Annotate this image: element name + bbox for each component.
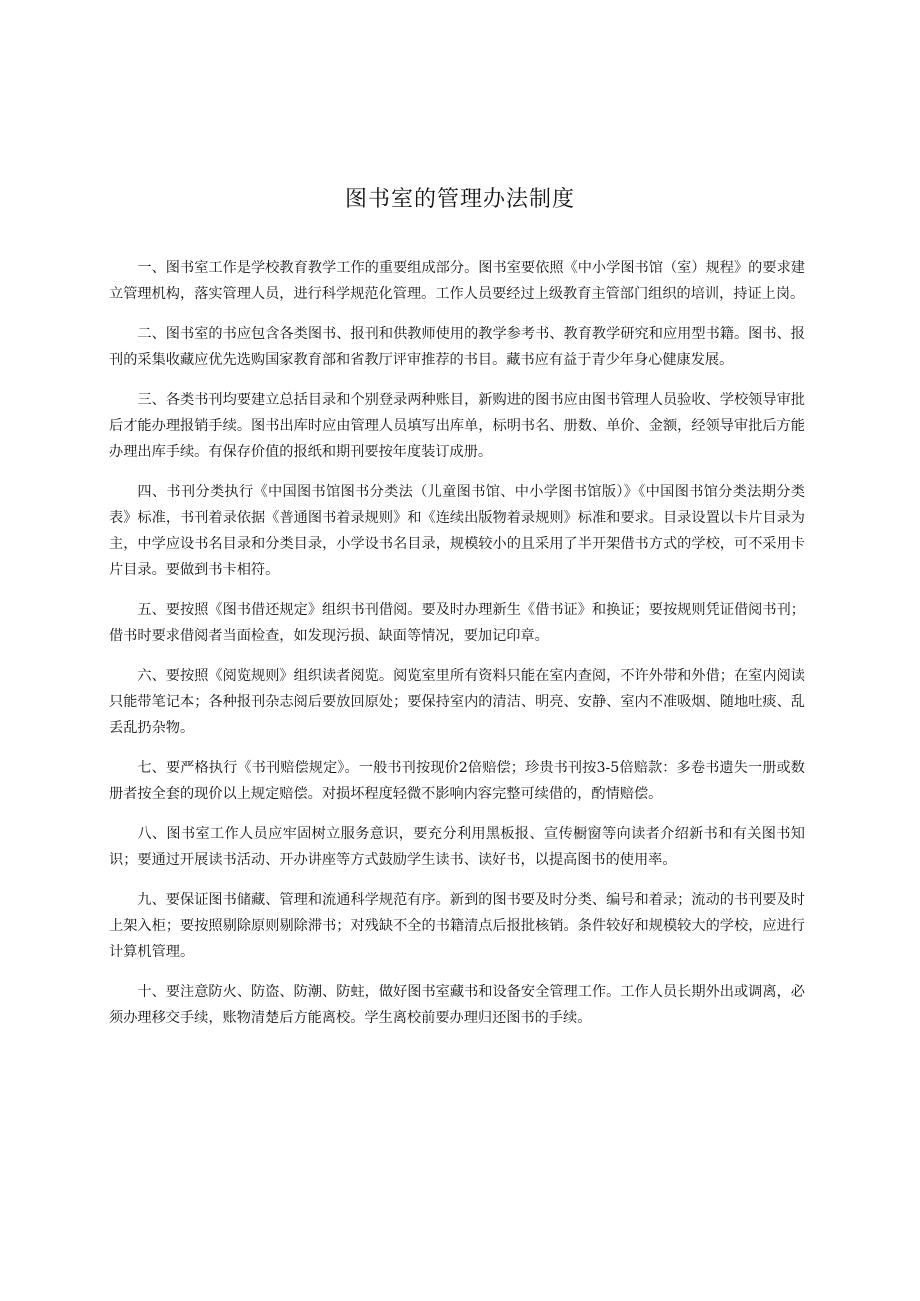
paragraph-4: 四、书刊分类执行《中国图书馆图书分类法（儿童图书馆、中小学图书馆版）》《中国图书馆分类法期分类表》标准，书刊着录依据《普通图书着录规则》和《连续出版物着录规则》标准和要求。目录设置以卡片目录为主，中学应设书名目录和分类目录，小学设书名目录，规模较小的且采用了半开架借书方式的学校，可不采用卡片目录。要做到书卡相符。	[109, 484, 805, 578]
paragraph-10: 十、要注意防火、防盗、防潮、防蛀，做好图书室藏书和设备安全管理工作。工作人员长期外出或调离，必须办理移交手续，账物清楚后方能离校。学生离校前要办理归还图书的手续。	[109, 984, 805, 1026]
paragraph-5: 五、要按照《图书借还规定》组织书刊借阅。要及时办理新生《借书证》和换证；要按规则凭证借阅书刊；借书时要求借阅者当面检查，如发现污损、缺面等情况，要加记印章。	[109, 602, 805, 644]
paragraph-7: 七、要严格执行《书刊赔偿规定》。一般书刊按现价2倍赔偿；珍贵书刊按3-5倍赔款：多卷书遗失一册或数册者按全套的现价以上规定赔偿。对损坏程度轻微不影响内容完整可续借的，酌情赔偿。	[109, 760, 805, 802]
paragraph-1: 一、图书室工作是学校教育教学工作的重要组成部分。图书室要依照《中小学图书馆（室）规程》的要求建立管理机构，落实管理人员，进行科学规范化管理。工作人员要经过上级教育主管部门组织的培训，持证上岗。	[109, 260, 805, 302]
document-title: 图书室的管理办法制度	[344, 187, 575, 212]
paragraph-9: 九、要保证图书储藏、管理和流通科学规范有序。新到的图书要及时分类、编号和着录；流动的书刊要及时上架入柜；要按照剔除原则剔除滞书；对残缺不全的书籍清点后报批核销。条件较好和规模较大的学校，应进行计算机管理。	[109, 892, 805, 960]
paragraph-8: 八、图书室工作人员应牢固树立服务意识，要充分利用黑板报、宣传橱窗等向读者介绍新书和有关图书知识；要通过开展读书活动、开办讲座等方式鼓励学生读书、读好书，以提高图书的使用率。	[109, 826, 805, 868]
paragraph-6: 六、要按照《阅览规则》组织读者阅览。阅览室里所有资料只能在室内查阅，不许外带和外借；在室内阅读只能带笔记本；各种报刊杂志阅后要放回原处；要保持室内的清洁、明亮、安静、室内不准吸烟、随地吐痰、乱丢乱扔杂物。	[109, 668, 805, 736]
paragraph-3: 三、各类书刊均要建立总括目录和个别登录两种账目，新购进的图书应由图书管理人员验收、学校领导审批后才能办理报销手续。图书出库时应由管理人员填写出库单，标明书名、册数、单价、金额，经领导审批后方能办理出库手续。有保存价值的报纸和期刊要按年度装订成册。	[109, 392, 805, 460]
paragraph-2: 二、图书室的书应包含各类图书、报刊和供教师使用的教学参考书、教育教学研究和应用型书籍。图书、报刊的采集收藏应优先选购国家教育部和省教厅评审推荐的书目。藏书应有益于青少年身心健康发展。	[109, 326, 805, 368]
document-body	[109, 255, 805, 1045]
